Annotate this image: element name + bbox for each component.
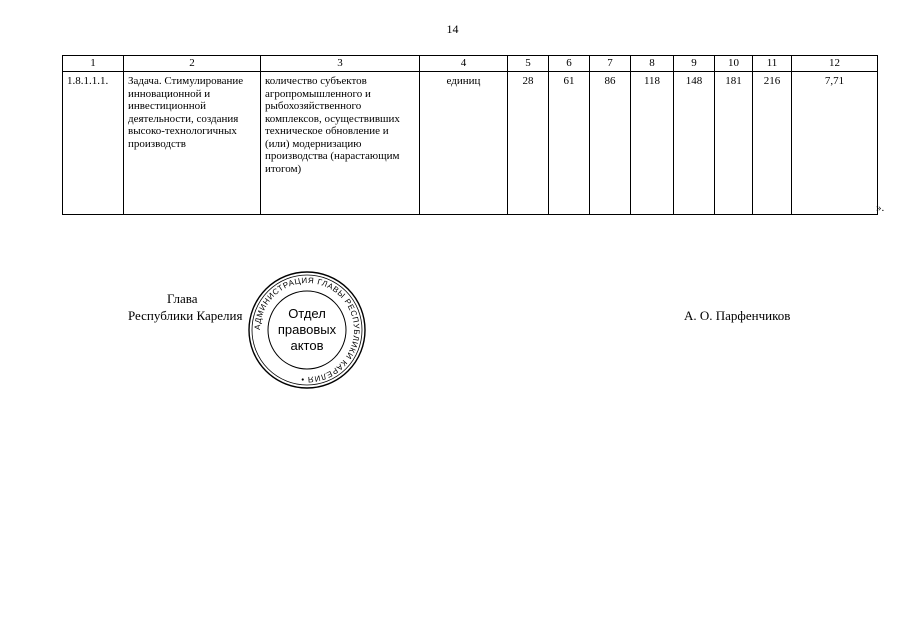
table-header-row xyxy=(63,56,878,72)
seal-center-line: Отдел xyxy=(288,306,326,321)
header-cell: 8 xyxy=(631,56,674,72)
header-cell: 6 xyxy=(549,56,590,72)
header-cell: 7 xyxy=(590,56,631,72)
row-task: Задача. Стимулирование инновационной и инвестиционной деятельности, создания высоко-технологичных производств xyxy=(124,72,261,215)
table-row xyxy=(63,72,878,215)
row-code: 1.8.1.1.1. xyxy=(63,72,124,215)
row-value: 28 xyxy=(508,72,549,215)
header-cell: 4 xyxy=(420,56,508,72)
row-value: 181 xyxy=(715,72,753,215)
row-value: 61 xyxy=(549,72,590,215)
header-cell: 11 xyxy=(753,56,792,72)
closing-quote: ». xyxy=(876,202,885,214)
row-value: 118 xyxy=(631,72,674,215)
page-number: 14 xyxy=(446,22,459,36)
row-value: 86 xyxy=(590,72,631,215)
header-cell: 12 xyxy=(792,56,878,72)
signatory-title: Глава xyxy=(167,291,198,306)
row-indicator: количество субъектов агропромышленного и рыбохозяйственного комплексов, осуществивших техническое обновление и (или) модернизацию производства (нарастающим итогом) xyxy=(261,72,420,215)
header-cell: 5 xyxy=(508,56,549,72)
seal-center-line: правовых xyxy=(277,322,337,337)
header-cell: 10 xyxy=(715,56,753,72)
header-cell: 2 xyxy=(124,56,261,72)
signatory-title: Республики Карелия xyxy=(128,308,243,323)
signatory-name: А. О. Парфенчиков xyxy=(684,308,791,323)
seal-stamp xyxy=(246,269,368,391)
row-unit: единиц xyxy=(420,72,508,215)
header-cell: 9 xyxy=(674,56,715,72)
row-value: 7,71 xyxy=(792,72,878,215)
header-cell: 3 xyxy=(261,56,420,72)
row-value: 216 xyxy=(753,72,792,215)
indicator-table xyxy=(62,55,878,215)
seal-ring-text: АДМИНИСТРАЦИЯ ГЛАВЫ РЕСПУБЛИКИ КАРЕЛИЯ • xyxy=(252,275,362,385)
row-value: 148 xyxy=(674,72,715,215)
header-cell: 1 xyxy=(63,56,124,72)
seal-center-line: актов xyxy=(290,338,324,353)
